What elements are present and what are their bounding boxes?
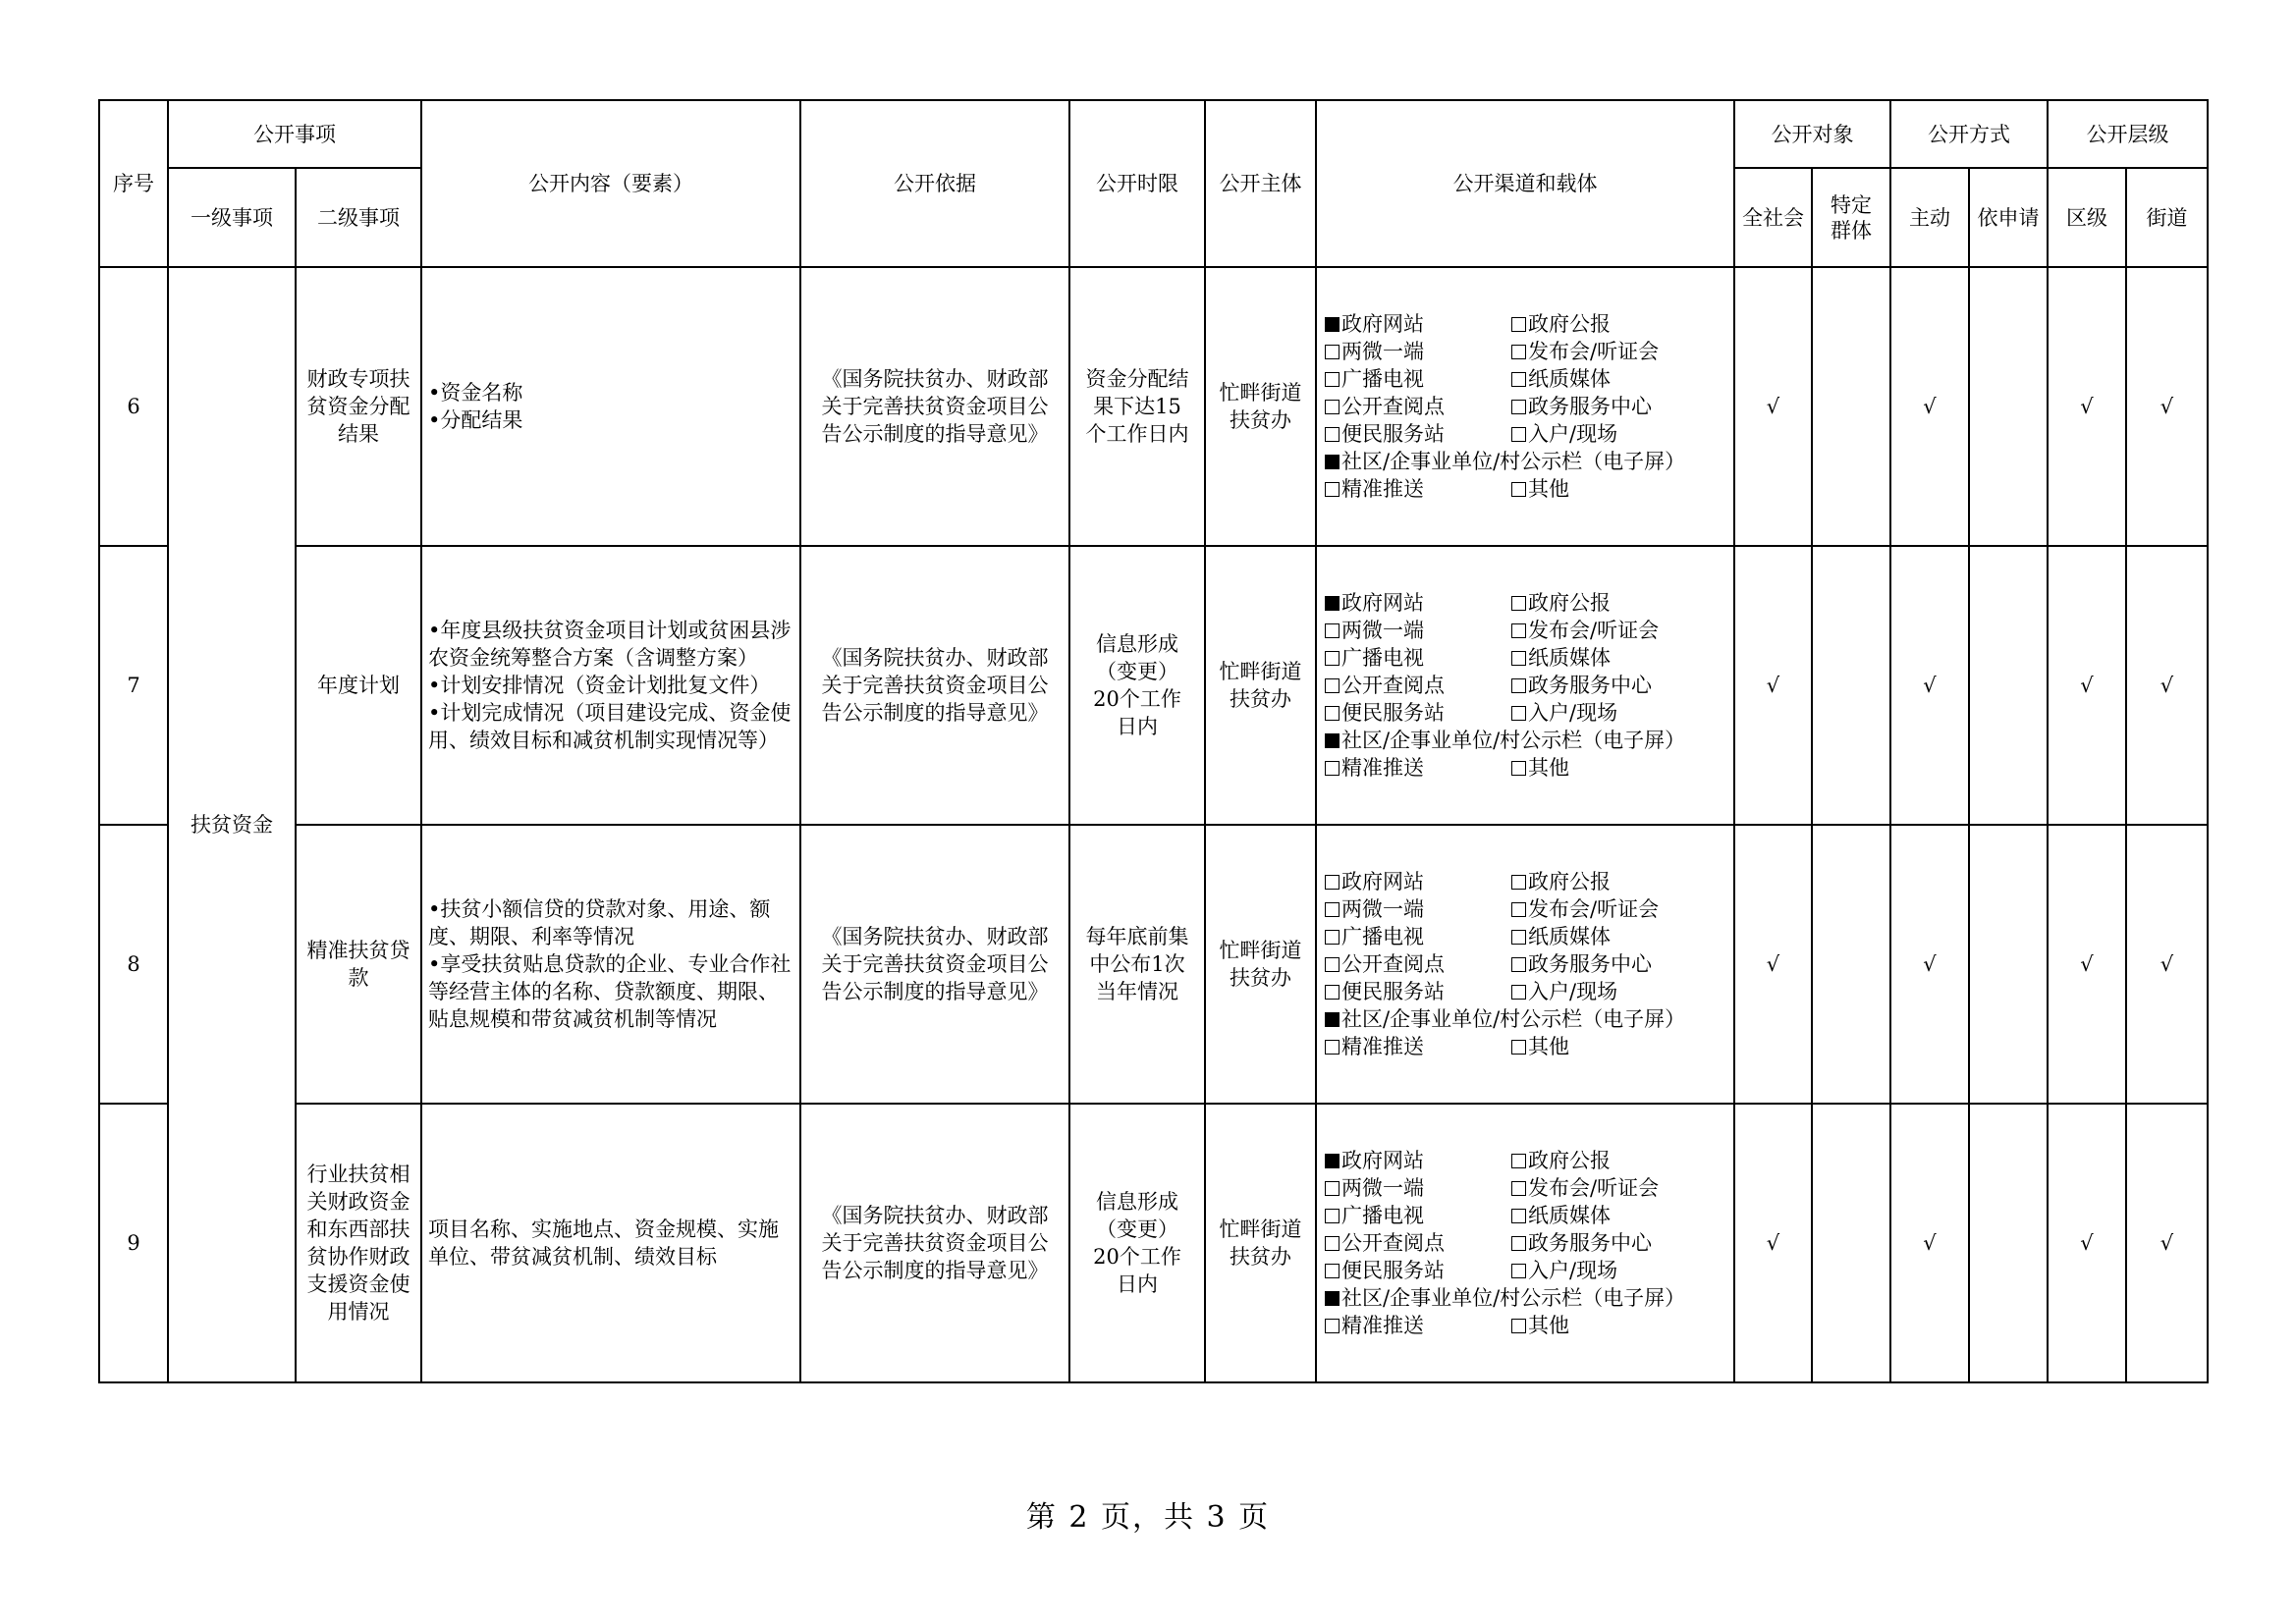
channel-gov-site: 政府网站 <box>1341 591 1424 615</box>
channel-reading-point: 公开查阅点 <box>1341 395 1445 418</box>
header-time-limit: 公开时限 <box>1069 100 1205 267</box>
channel-service-center: 政务服务中心 <box>1528 1231 1652 1255</box>
check-empty <box>1969 267 2048 546</box>
channel-service-center: 政务服务中心 <box>1528 952 1652 976</box>
table-row <box>99 1104 2208 1382</box>
header-content: 公开内容（要素） <box>421 100 800 267</box>
channel-print: 纸质媒体 <box>1528 646 1611 670</box>
channel-service-station: 便民服务站 <box>1341 422 1445 446</box>
table-row <box>99 546 2208 825</box>
channel-other: 其他 <box>1528 477 1569 501</box>
checkbox-icon <box>1511 1154 1526 1168</box>
check-level-street: √ <box>2126 267 2208 546</box>
checkbox-icon <box>1325 706 1339 721</box>
check-method-active: √ <box>1890 546 1969 825</box>
header-level-district: 区级 <box>2048 168 2126 267</box>
content-line: •计划安排情况（资金计划批复文件） <box>428 674 771 697</box>
channel-broadcast: 广播电视 <box>1341 646 1424 670</box>
check-level-street: √ <box>2126 546 2208 825</box>
channel-gov-gazette: 政府公报 <box>1528 591 1611 615</box>
header-level1: 一级事项 <box>168 168 296 267</box>
checkbox-icon <box>1511 1040 1526 1055</box>
channel-door: 入户/现场 <box>1528 1259 1618 1282</box>
checkbox-icon <box>1325 985 1339 1000</box>
channel-door: 入户/现场 <box>1528 980 1618 1003</box>
row-subject: 忙畔街道扶贫办 <box>1205 267 1316 546</box>
checkbox-icon <box>1511 875 1526 890</box>
check-level-street: √ <box>2126 825 2208 1104</box>
checkbox-icon <box>1325 930 1339 945</box>
content-line: 项目名称、实施地点、资金规模、实施单位、带贫减贫机制、绩效目标 <box>428 1217 779 1269</box>
channel-print: 纸质媒体 <box>1528 367 1611 391</box>
checkbox-icon <box>1325 482 1339 497</box>
channel-push: 精准推送 <box>1341 1314 1424 1337</box>
header-basis: 公开依据 <box>800 100 1069 267</box>
check-empty <box>1812 546 1890 825</box>
table-row <box>99 267 2208 546</box>
header-level: 公开层级 <box>2048 100 2208 168</box>
checkbox-icon <box>1325 1181 1339 1196</box>
row-level2: 行业扶贫相关财政资金和东西部扶贫协作财政支援资金使用情况 <box>296 1104 421 1382</box>
row-basis: 《国务院扶贫办、财政部关于完善扶贫资金项目公告公示制度的指导意见》 <box>800 546 1069 825</box>
row-channels <box>1316 825 1734 1104</box>
checkbox-icon <box>1325 651 1339 666</box>
checkbox-icon <box>1325 678 1339 693</box>
row-subject: 忙畔街道扶贫办 <box>1205 546 1316 825</box>
checkbox-icon <box>1325 1012 1339 1027</box>
check-method-active: √ <box>1890 825 1969 1104</box>
checkbox-icon <box>1325 957 1339 972</box>
row-subject: 忙畔街道扶贫办 <box>1205 1104 1316 1382</box>
checkbox-icon <box>1325 623 1339 638</box>
checkbox-icon <box>1511 651 1526 666</box>
row-channels <box>1316 1104 1734 1382</box>
check-level-district: √ <box>2048 825 2126 1104</box>
check-audience-all: √ <box>1734 1104 1812 1382</box>
row-channels <box>1316 267 1734 546</box>
checkbox-icon <box>1325 317 1339 332</box>
header-audience-all: 全社会 <box>1734 168 1812 267</box>
check-audience-all: √ <box>1734 267 1812 546</box>
row-time-limit: 每年底前集中公布1次当年情况 <box>1069 825 1205 1104</box>
channel-service-center: 政务服务中心 <box>1528 395 1652 418</box>
checkbox-icon <box>1325 596 1339 611</box>
checkbox-icon <box>1511 596 1526 611</box>
check-level-district: √ <box>2048 1104 2126 1382</box>
checkbox-icon <box>1325 733 1339 748</box>
channel-other: 其他 <box>1528 1314 1569 1337</box>
checkbox-icon <box>1511 678 1526 693</box>
channel-service-center: 政务服务中心 <box>1528 674 1652 697</box>
channel-press: 发布会/听证会 <box>1528 340 1660 363</box>
channel-other: 其他 <box>1528 1035 1569 1058</box>
checkbox-icon <box>1325 400 1339 414</box>
row-channels <box>1316 546 1734 825</box>
checkbox-icon <box>1511 1236 1526 1251</box>
checkbox-icon <box>1511 957 1526 972</box>
channel-bulletin: 社区/企事业单位/村公示栏（电子屏） <box>1341 1286 1686 1310</box>
check-audience-all: √ <box>1734 546 1812 825</box>
header-audience: 公开对象 <box>1734 100 1890 168</box>
channel-reading-point: 公开查阅点 <box>1341 952 1445 976</box>
channel-press: 发布会/听证会 <box>1528 1176 1660 1200</box>
content-line: •扶贫小额信贷的贷款对象、用途、额度、期限、利率等情况 <box>428 897 771 948</box>
row-level2: 年度计划 <box>296 546 421 825</box>
channel-service-station: 便民服务站 <box>1341 701 1445 725</box>
checkbox-icon <box>1511 427 1526 442</box>
level1-item: 扶贫资金 <box>168 267 296 1382</box>
content-line: •资金名称 <box>428 381 523 405</box>
channel-broadcast: 广播电视 <box>1341 1204 1424 1227</box>
row-time-limit: 信息形成（变更）20个工作日内 <box>1069 546 1205 825</box>
channel-door: 入户/现场 <box>1528 701 1618 725</box>
header-items: 公开事项 <box>168 100 421 168</box>
channel-broadcast: 广播电视 <box>1341 925 1424 948</box>
header-audience-specific: 特定群体 <box>1812 168 1890 267</box>
checkbox-icon <box>1511 400 1526 414</box>
checkbox-icon <box>1511 985 1526 1000</box>
channel-press: 发布会/听证会 <box>1528 897 1660 921</box>
channel-gov-site: 政府网站 <box>1341 1149 1424 1172</box>
channel-other: 其他 <box>1528 756 1569 780</box>
checkbox-icon <box>1511 317 1526 332</box>
channel-gov-site: 政府网站 <box>1341 312 1424 336</box>
checkbox-icon <box>1325 1040 1339 1055</box>
channel-gov-gazette: 政府公报 <box>1528 312 1611 336</box>
row-seq: 7 <box>99 546 168 825</box>
header-method-request: 依申请 <box>1969 168 2048 267</box>
channel-gov-gazette: 政府公报 <box>1528 870 1611 893</box>
check-empty <box>1969 1104 2048 1382</box>
header-level2: 二级事项 <box>296 168 421 267</box>
channel-wechat: 两微一端 <box>1341 897 1424 921</box>
row-basis: 《国务院扶贫办、财政部关于完善扶贫资金项目公告公示制度的指导意见》 <box>800 1104 1069 1382</box>
checkbox-icon <box>1325 761 1339 776</box>
checkbox-icon <box>1511 482 1526 497</box>
row-basis: 《国务院扶贫办、财政部关于完善扶贫资金项目公告公示制度的指导意见》 <box>800 267 1069 546</box>
checkbox-icon <box>1325 1264 1339 1278</box>
row-level2: 财政专项扶贫资金分配结果 <box>296 267 421 546</box>
channel-reading-point: 公开查阅点 <box>1341 674 1445 697</box>
channel-push: 精准推送 <box>1341 1035 1424 1058</box>
channel-wechat: 两微一端 <box>1341 340 1424 363</box>
channel-broadcast: 广播电视 <box>1341 367 1424 391</box>
check-level-street: √ <box>2126 1104 2208 1382</box>
content-line: •享受扶贫贴息贷款的企业、专业合作社等经营主体的名称、贷款额度、期限、贴息规模和带贫减贫机制等情况 <box>428 952 792 1031</box>
header-method-active: 主动 <box>1890 168 1969 267</box>
disclosure-table <box>98 99 2209 1383</box>
channel-print: 纸质媒体 <box>1528 925 1611 948</box>
channel-bulletin: 社区/企事业单位/村公示栏（电子屏） <box>1341 729 1686 752</box>
check-empty <box>1969 546 2048 825</box>
channel-service-station: 便民服务站 <box>1341 980 1445 1003</box>
checkbox-icon <box>1325 902 1339 917</box>
checkbox-icon <box>1511 930 1526 945</box>
checkbox-icon <box>1325 455 1339 469</box>
check-audience-all: √ <box>1734 825 1812 1104</box>
channel-bulletin: 社区/企事业单位/村公示栏（电子屏） <box>1341 1007 1686 1031</box>
row-content <box>421 825 800 1104</box>
channel-wechat: 两微一端 <box>1341 1176 1424 1200</box>
channel-press: 发布会/听证会 <box>1528 619 1660 642</box>
check-empty <box>1812 267 1890 546</box>
checkbox-icon <box>1511 345 1526 359</box>
header-seq: 序号 <box>99 100 168 267</box>
row-level2: 精准扶贫贷款 <box>296 825 421 1104</box>
checkbox-icon <box>1511 1319 1526 1333</box>
row-time-limit: 资金分配结果下达15个工作日内 <box>1069 267 1205 546</box>
checkbox-icon <box>1325 875 1339 890</box>
content-line: •年度县级扶贫资金项目计划或贫困县涉农资金统筹整合方案（含调整方案） <box>428 619 792 670</box>
checkbox-icon <box>1511 761 1526 776</box>
check-empty <box>1969 825 2048 1104</box>
check-level-district: √ <box>2048 546 2126 825</box>
check-method-active: √ <box>1890 267 1969 546</box>
checkbox-icon <box>1325 1319 1339 1333</box>
check-method-active: √ <box>1890 1104 1969 1382</box>
channel-service-station: 便民服务站 <box>1341 1259 1445 1282</box>
checkbox-icon <box>1511 1181 1526 1196</box>
row-content <box>421 1104 800 1382</box>
checkbox-icon <box>1511 902 1526 917</box>
header-level-street: 街道 <box>2126 168 2208 267</box>
checkbox-icon <box>1325 1209 1339 1223</box>
checkbox-icon <box>1325 345 1339 359</box>
header-subject: 公开主体 <box>1205 100 1316 267</box>
channel-gov-site: 政府网站 <box>1341 870 1424 893</box>
content-line: •分配结果 <box>428 408 523 432</box>
header-channels: 公开渠道和载体 <box>1316 100 1734 267</box>
checkbox-icon <box>1511 623 1526 638</box>
check-level-district: √ <box>2048 267 2126 546</box>
channel-push: 精准推送 <box>1341 756 1424 780</box>
table-row <box>99 825 2208 1104</box>
checkbox-icon <box>1325 427 1339 442</box>
row-basis: 《国务院扶贫办、财政部关于完善扶贫资金项目公告公示制度的指导意见》 <box>800 825 1069 1104</box>
checkbox-icon <box>1511 1264 1526 1278</box>
channel-wechat: 两微一端 <box>1341 619 1424 642</box>
channel-door: 入户/现场 <box>1528 422 1618 446</box>
page-footer: 第 2 页，共 3 页 <box>1025 1500 1271 1535</box>
checkbox-icon <box>1511 372 1526 387</box>
row-seq: 8 <box>99 825 168 1104</box>
checkbox-icon <box>1325 1291 1339 1306</box>
checkbox-icon <box>1511 1209 1526 1223</box>
check-empty <box>1812 1104 1890 1382</box>
channel-gov-gazette: 政府公报 <box>1528 1149 1611 1172</box>
checkbox-icon <box>1511 706 1526 721</box>
channel-print: 纸质媒体 <box>1528 1204 1611 1227</box>
checkbox-icon <box>1325 1236 1339 1251</box>
checkbox-icon <box>1325 1154 1339 1168</box>
row-seq: 9 <box>99 1104 168 1382</box>
row-content <box>421 267 800 546</box>
checkbox-icon <box>1325 372 1339 387</box>
header-method: 公开方式 <box>1890 100 2048 168</box>
row-seq: 6 <box>99 267 168 546</box>
channel-push: 精准推送 <box>1341 477 1424 501</box>
channel-bulletin: 社区/企事业单位/村公示栏（电子屏） <box>1341 450 1686 473</box>
content-line: •计划完成情况（项目建设完成、资金使用、绩效目标和减贫机制实现情况等） <box>428 701 792 752</box>
channel-reading-point: 公开查阅点 <box>1341 1231 1445 1255</box>
check-empty <box>1812 825 1890 1104</box>
row-subject: 忙畔街道扶贫办 <box>1205 825 1316 1104</box>
row-time-limit: 信息形成（变更）20个工作日内 <box>1069 1104 1205 1382</box>
row-content <box>421 546 800 825</box>
